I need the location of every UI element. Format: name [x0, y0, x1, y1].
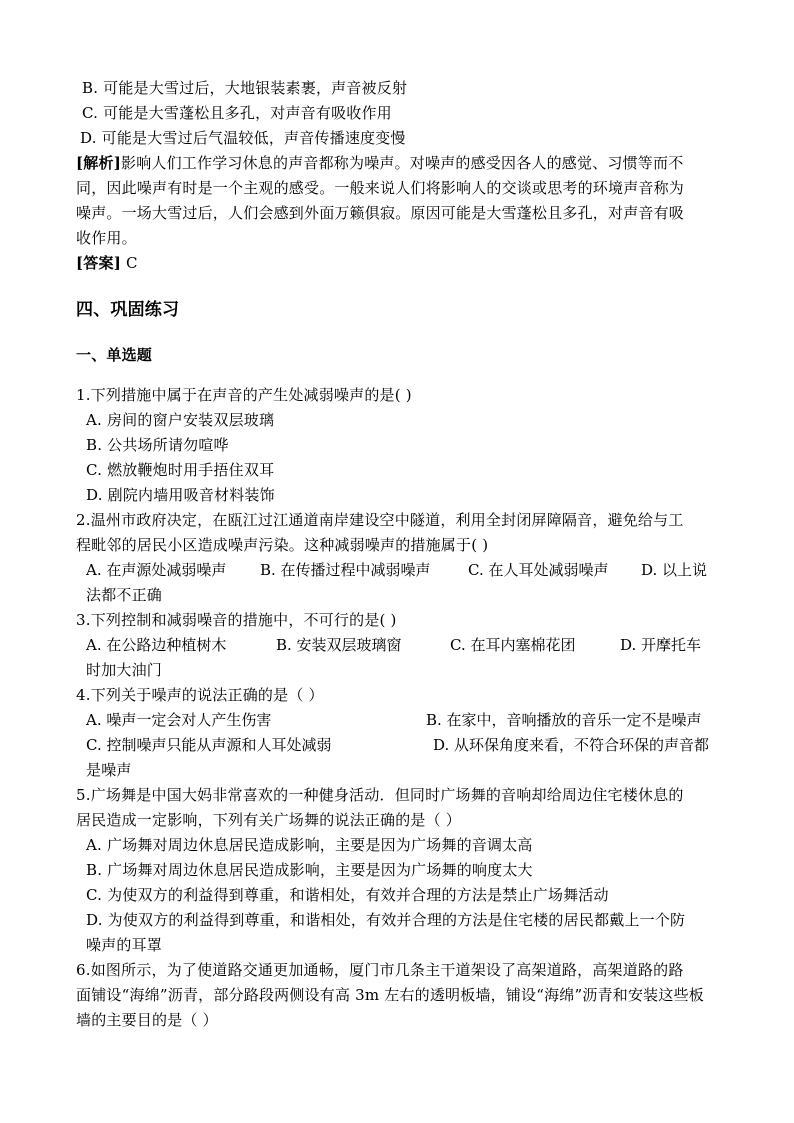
q5-option-b: B. 广场舞对周边休息居民造成影响，主要是因为广场舞的响度太大 — [86, 861, 533, 879]
q4-options-row-2 — [0, 733, 794, 757]
q5-stem-line-1: 5.广场舞是中国大妈非常喜欢的一种健身活动．但同时广场舞的音响却给周边住宅楼休息的 — [76, 786, 684, 804]
q1-option-b: B. 公共场所请勿喧哗 — [86, 436, 229, 454]
q4-stem: 4.下列关于噪声的说法正确的是（ ） — [76, 686, 324, 704]
analysis-line-4: 收作用。 — [76, 229, 137, 247]
answer-value: C — [121, 254, 138, 272]
q4-option-c: C. 控制噪声只能从声源和人耳处减弱 — [86, 736, 332, 754]
analysis-label: [解析] — [76, 154, 121, 172]
q1-option-d: D. 剧院内墙用吸音材料装饰 — [86, 486, 275, 504]
q6-stem-line-3: 墙的主要目的是（ ） — [76, 1011, 218, 1029]
q4-option-b: B. 在家中，音响播放的音乐一定不是噪声 — [426, 711, 702, 729]
analysis-line-1 — [76, 151, 683, 175]
q2-options-row — [0, 558, 794, 582]
q2-option-d: D. 以上说 — [641, 561, 708, 579]
q2-stem-line-1: 2.温州市政府决定，在瓯江过江通道南岸建设空中隧道，利用全封闭屏障隔音，避免给与工 — [76, 511, 684, 529]
q4-option-wrap: 是噪声 — [86, 761, 132, 779]
q5-option-d: D. 为使双方的利益得到尊重，和谐相处，有效并合理的方法是住宅楼的居民都戴上一个防 — [86, 911, 686, 929]
q2-option-a: A. 在声源处减弱噪声 — [86, 561, 227, 579]
q2-option-c: C. 在人耳处减弱噪声 — [468, 561, 609, 579]
q4-option-d: D. 从环保角度来看，不符合环保的声音都 — [433, 736, 710, 754]
q6-stem-line-2: 面铺设“海绵”沥青，部分路段两侧设有高 3m 左右的透明板墙，铺设“海绵”沥青和安装这些板 — [76, 986, 704, 1004]
prev-option-d: D. 可能是大雪过后气温较低，声音传播速度变慢 — [80, 129, 406, 147]
q5-option-a: A. 广场舞对周边休息居民造成影响，主要是因为广场舞的音调太高 — [86, 836, 533, 854]
prev-option-b: B. 可能是大雪过后，大地银装素裹，声音被反射 — [82, 79, 408, 97]
q5-option-wrap: 噪声的耳罩 — [86, 936, 163, 954]
section-title: 四、巩固练习 — [76, 300, 180, 320]
q4-option-a: A. 噪声一定会对人产生伤害 — [86, 711, 272, 729]
analysis-line-2: 同，因此噪声有时是一个主观的感受。一般来说人们将影响人的交谈或思考的环境声音称为 — [76, 179, 685, 197]
q3-option-c: C. 在耳内塞棉花团 — [450, 636, 576, 654]
q3-stem: 3.下列控制和减弱噪音的措施中，不可行的是( ) — [76, 611, 397, 629]
q5-option-c: C. 为使双方的利益得到尊重，和谐相处，有效并合理的方法是禁止广场舞活动 — [86, 886, 609, 904]
subsection-title: 一、单选题 — [76, 346, 153, 364]
answer-label: [答案] — [76, 254, 121, 272]
q1-option-c: C. 燃放鞭炮时用手捂住双耳 — [86, 461, 275, 479]
prev-option-c: C. 可能是大雪蓬松且多孔，对声音有吸收作用 — [82, 104, 392, 122]
q3-option-b: B. 安装双层玻璃窗 — [276, 636, 402, 654]
q6-stem-line-1: 6.如图所示，为了使道路交通更加通畅，厦门市几条主干道架设了高架道路，高架道路的路 — [76, 961, 684, 979]
q3-option-d: D. 开摩托车 — [620, 636, 702, 654]
q3-option-wrap: 时加大油门 — [86, 661, 163, 679]
analysis-line-3: 噪声。一场大雪过后，人们会感到外面万籁俱寂。原因可能是大雪蓬松且多孔，对声音有吸 — [76, 204, 685, 222]
q5-stem-line-2: 居民造成一定影响，下列有关广场舞的说法正确的是（ ） — [76, 811, 461, 829]
q1-option-a: A. 房间的窗户安装双层玻璃 — [86, 411, 275, 429]
q2-stem-line-2: 程毗邻的居民小区造成噪声污染。这种减弱噪声的措施属于( ) — [76, 536, 489, 554]
q3-option-a: A. 在公路边种植树木 — [86, 636, 227, 654]
q4-options-row-1 — [0, 708, 794, 732]
q2-option-wrap: 法都不正确 — [86, 586, 163, 604]
q1-stem: 1.下列措施中属于在声音的产生处减弱噪声的是( ) — [76, 386, 412, 404]
analysis-text: 影响人们工作学习休息的声音都称为噪声。对噪声的感受因各人的感觉、习惯等而不 — [121, 154, 684, 172]
answer-line — [76, 251, 138, 275]
q3-options-row — [0, 633, 794, 657]
q2-option-b: B. 在传播过程中减弱噪声 — [260, 561, 431, 579]
